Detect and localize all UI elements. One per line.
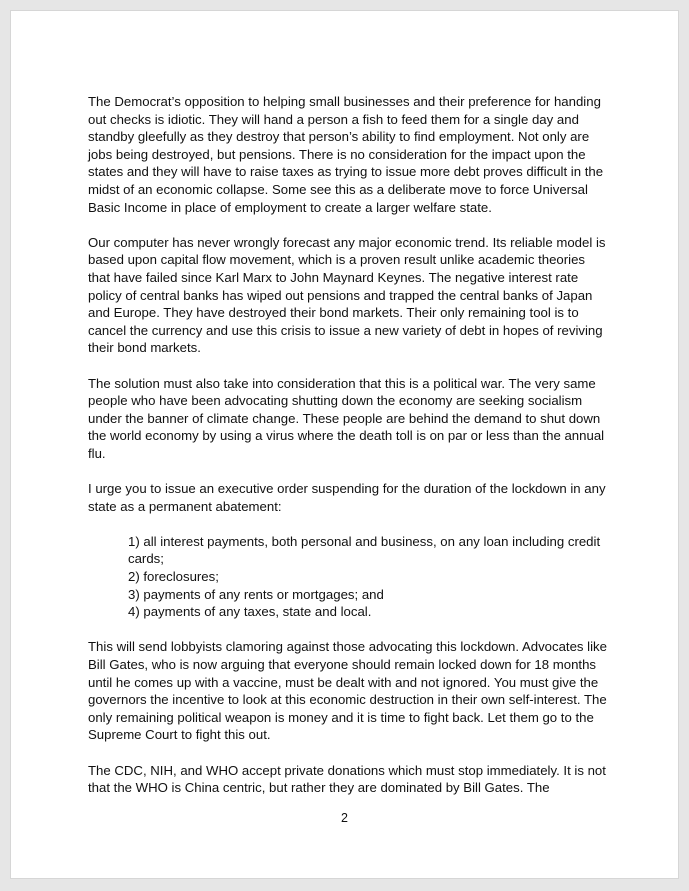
list-item: 4) payments of any taxes, state and local. <box>128 604 372 620</box>
page-body <box>88 93 608 814</box>
document-page <box>10 10 679 879</box>
page-number: 2 <box>341 811 348 825</box>
paragraph-executive-order: I urge you to issue an executive order suspending for the duration of the lockdown in any state as a permanent abatement: <box>88 481 606 514</box>
abatement-list <box>88 533 608 621</box>
paragraph-democrats: The Democrat’s opposition to helping small businesses and their preference for handing out checks is idiotic. They will hand a person a fish to feed them for a single day and standby gleefully as they destroy that person’s ability to find employment. Not only are jobs being destroyed, but pensions. There is no consideration for the impact upon the states and they will have to raise taxes as trying to issue more debt proves difficult in the midst of an economic collapse. Some see this as a deliberate move to force Universal Basic Income in place of employment to create a larger welfare state. <box>88 94 604 215</box>
paragraph-computer-forecast: Our computer has never wrongly forecast any major economic trend. Its reliable model is based upon capital flow movement, which is a proven result unlike academic theories that have failed since Karl Marx to John Maynard Keynes. The negative interest rate policy of central banks has wiped out pensions and trapped the central banks of Japan and Europe. They have destroyed their bond markets. Their only remaining tool is to cancel the currency and use this crisis to issue a new variety of debt in hopes of reviving their bond markets. <box>88 234 606 356</box>
list-item: 3) payments of any rents or mortgages; and <box>128 586 384 602</box>
paragraph-lobbyists: This will send lobbyists clamoring against those advocating this lockdown. Advocates like Bill Gates, who is now arguing that everyone should remain locked down for 18 months until he comes up with a vaccine, must be dealt with and not ignored. You must give the governors the incentive to look at this economic destruction in their own self-interest. The only remaining political weapon is money and it is time to fight back. Let them go to the Supreme Court to fight this out. <box>88 639 607 743</box>
list-item: 2) foreclosures; <box>128 569 219 585</box>
paragraph-cdc-nih-who: The CDC, NIH, and WHO accept private donations which must stop immediately. It is not that the WHO is China centric, but rather they are dominated by Bill Gates. The <box>88 762 606 796</box>
paragraph-political-war: The solution must also take into consideration that this is a political war. The very same people who have been advocating shutting down the economy are seeking socialism under the banner of climate change. These people are behind the demand to shut down the world economy by using a virus where the death toll is on par or less than the annual flu. <box>88 375 605 461</box>
list-item: 1) all interest payments, both personal and business, on any loan including credit cards; <box>128 533 601 567</box>
